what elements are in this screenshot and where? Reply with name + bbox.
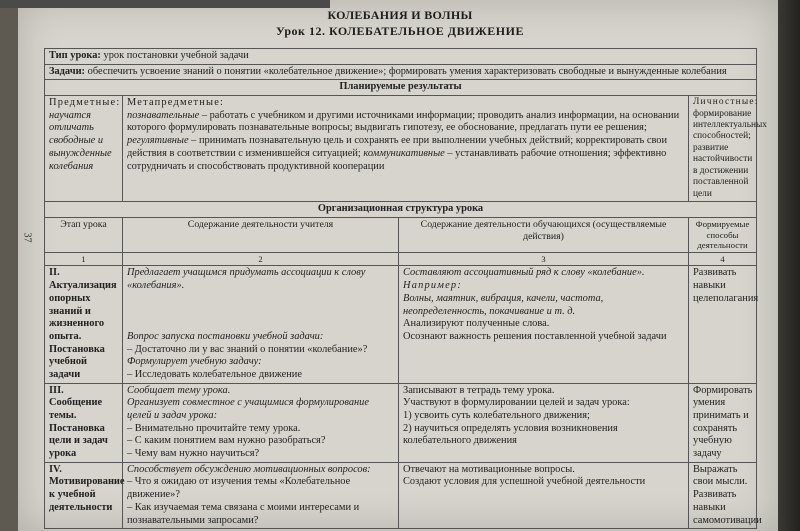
structure-header-row [45, 217, 757, 252]
cognitive-text: – работать с учебником и другими источниками информации; проводить анализ информации, на основании которого формулировать познавательные вопросы; выдвигать гипотезу, ее обоснование, предлагать пути ее решения; [127, 109, 680, 134]
subject-results-label: Предметные: [49, 97, 121, 109]
students-line: Анализируют полученные слова. [403, 318, 550, 330]
lesson-tasks-value: обеспечить усвоение знаний о понятии «колебательное движение»; формировать умения характеризовать свободные и вынужденные колебания [87, 65, 727, 77]
lesson-tasks-label: Задачи: [49, 65, 86, 77]
table-row [45, 383, 757, 462]
lesson-plan-table [44, 48, 767, 529]
skills-line: Выражать свои мысли. [693, 463, 748, 488]
personal-results-cell [689, 96, 767, 202]
metasubject-results-label: Метапредметные: [127, 97, 225, 109]
students-activity-cell [399, 266, 689, 383]
students-line: Участвуют в формулировании целей и задач урока: [403, 397, 630, 409]
top-edge-strip [0, 0, 330, 8]
students-activity-cell [399, 462, 689, 528]
book-edge [778, 0, 800, 531]
teacher-line: – Как изучаемая тема связана с моими интересами и познавательными запросами? [127, 501, 360, 526]
teacher-line: Сообщает тему урока. [127, 384, 231, 396]
teacher-line: – Достаточно ли у вас знаний о понятии «колебание»? [127, 343, 368, 355]
lesson-title: Урок 12. КОЛЕБАТЕЛЬНОЕ ДВИЖЕНИЕ [276, 24, 524, 38]
structure-title: Организационная структура урока [45, 202, 757, 218]
column-header-teacher: Содержание деятельности учителя [123, 217, 399, 252]
skills-cell: Формировать умения принимать и сохранять учебную задачу [689, 383, 757, 462]
teacher-activity-cell [123, 462, 399, 528]
students-line: 1) усвоить суть колебательного движения; [403, 410, 590, 422]
students-line: Волны, маятник, вибрация, качели, частота, неопределенность, покачивание и т. д. [403, 292, 604, 317]
students-line: Отвечают на мотивационные вопросы. [403, 463, 575, 475]
section-title: КОЛЕБАНИЯ И ВОЛНЫ [327, 8, 473, 22]
teacher-line: – Чему вам нужно научиться? [127, 448, 260, 460]
structure-title-row [45, 202, 757, 218]
column-header-stage: Этап урока [45, 217, 123, 252]
skills-line: Развивать навыки самомотивации [693, 489, 762, 526]
column-header-students: Содержание деятельности обучающихся (осуществляемые действия) [399, 217, 689, 252]
teacher-line: Вопрос запуска постановки учебной задачи: [127, 330, 324, 342]
page-number: 37 [21, 232, 33, 243]
column-number-row [45, 253, 757, 266]
stage-cell: IV. Мотивирование к учебной деятельности [45, 462, 123, 528]
column-number-4: 4 [689, 253, 757, 266]
stage-cell: III. Сообщение темы. Постановка цели и задач урока [45, 383, 123, 462]
students-line: Составляют ассоциативный ряд к слову «колебание». [403, 267, 645, 279]
column-number-2: 2 [123, 253, 399, 266]
teacher-line: Организует совместное с учащимися формулирование целей и задач урока: [127, 397, 369, 422]
personal-results-text: формирование интеллектуальных способностей; развитие настойчивости в достижении поставленной цели [693, 108, 767, 199]
lesson-type-row [45, 49, 757, 65]
table-row [45, 462, 757, 528]
lesson-tasks-row [45, 64, 757, 80]
students-line: Например: [403, 280, 462, 292]
lesson-type-value: урок постановки учебной задачи [103, 50, 249, 61]
teacher-line: Формулирует учебную задачу: [127, 356, 262, 368]
teacher-line: Предлагает учащимся придумать ассоциации к слову «колебания». [127, 267, 366, 292]
subject-results-text: научатся отличать свободные и вынужденные колебания [49, 109, 112, 172]
column-number-3: 3 [399, 253, 689, 266]
subject-results-cell [45, 96, 123, 202]
column-number-1: 1 [45, 253, 123, 266]
teacher-activity-cell [123, 383, 399, 462]
teacher-line: – Что я ожидаю от изучения темы «Колебательное движение»? [127, 476, 351, 501]
planned-results-title-row [45, 80, 757, 96]
teacher-activity-cell [123, 266, 399, 383]
regulative-label: регулятивные [127, 135, 189, 147]
students-activity-cell [399, 383, 689, 462]
teacher-line: – Исследовать колебательное движение [127, 368, 302, 380]
table-row [45, 266, 757, 383]
stage-cell: II. Актуализация опорных знаний и жизненного опыта. Постановка учебной задачи [45, 266, 123, 383]
metasubject-results-cell [123, 96, 689, 202]
teacher-line: – С каким понятием вам нужно разобраться? [127, 435, 326, 447]
communicative-text: – устанавливать рабочие отношения; эффективно сотрудничать и способствовать продуктивной кооперации [127, 147, 667, 172]
students-line: Создают условия для успешной учебной деятельности [403, 476, 646, 488]
regulative-text: – принимать познавательную цель и сохранять ее при выполнении учебных действий; корректировать свои действия в соответствии с изменившейся ситуацией; [127, 135, 668, 159]
students-line: 2) научиться определять условия возникновения колебательного движения [403, 422, 618, 447]
lesson-type-label: Тип урока: [49, 50, 101, 61]
students-line: Осознают важность решения поставленной учебной задачи [403, 330, 667, 342]
students-line: Записывают в тетрадь тему урока. [403, 384, 555, 396]
planned-results-title: Планируемые результаты [45, 80, 757, 96]
column-header-skills: Формируемые способы деятельности [689, 217, 757, 252]
skills-cell: Развивать навыки целеполагания [689, 266, 757, 383]
cognitive-label: познавательные [127, 109, 200, 121]
teacher-line: – Внимательно прочитайте тему урока. [127, 422, 301, 434]
personal-results-label: Личностные: [693, 97, 759, 108]
skills-cell [689, 462, 762, 528]
teacher-line: Способствует обсуждению мотивационных вопросов: [127, 463, 371, 475]
communicative-label: коммуникативные [363, 147, 445, 159]
planned-results-row [45, 96, 757, 202]
